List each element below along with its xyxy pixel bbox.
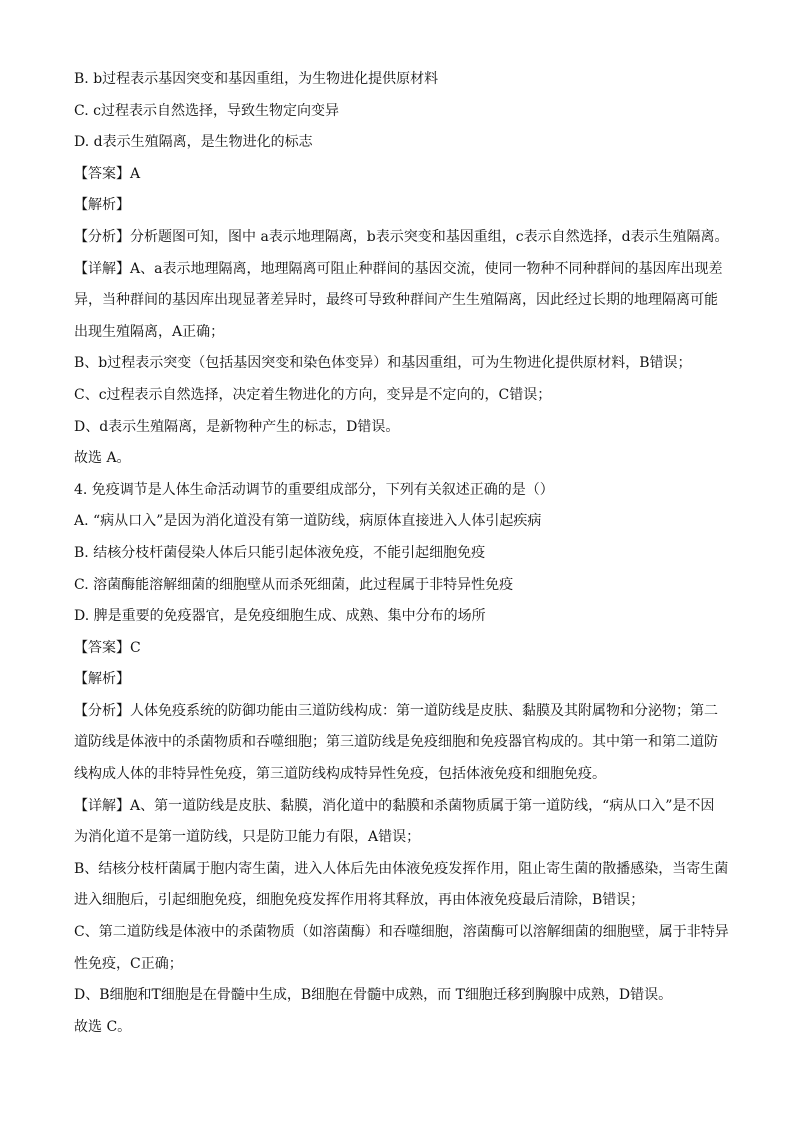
q3-option-d: D. d表示生殖隔离，是生物进化的标志 xyxy=(74,134,313,151)
q4-detail-c xyxy=(74,917,729,980)
answer-value: C xyxy=(130,639,141,656)
q4-option-d: D. 脾是重要的免疫器官，是免疫细胞生成、成熟、集中分布的场所 xyxy=(74,608,486,625)
q4-option-c: C. 溶菌酶能溶解细菌的细胞壁从而杀死细菌，此过程属于非特异性免疫 xyxy=(74,576,514,593)
paragraph-line: B、结核分枝杆菌属于胞内寄生菌，进入人体后先由体液免疫发挥作用，阻止寄生菌的散播感染，当寄生菌 xyxy=(74,860,729,877)
answer-tag: 【答案】 xyxy=(74,165,130,182)
q3-option-b: B. b过程表示基因突变和基因重组，为生物进化提供原材料 xyxy=(74,71,439,87)
q4-stem: 4. 免疫调节是人体生命活动调节的重要组成部分，下列有关叙述正确的是（） xyxy=(74,481,554,498)
q4-option-a: A. “病从口入”是因为消化道没有第一道防线，病原体直接进入人体引起疾病 xyxy=(74,513,542,530)
paragraph-line: C、第二道防线是体液中的杀菌物质（如溶菌酶）和吞噬细胞，溶菌酶可以溶解细菌的细胞壁，属于非特异 xyxy=(74,924,729,941)
q3-detail-d: D、d表示生殖隔离，是新物种产生的标志，D错误。 xyxy=(74,418,400,435)
paragraph-line xyxy=(74,696,724,728)
q3-detail-c: C、c过程表示自然选择，决定着生物进化的方向，变异是不定向的，C错误； xyxy=(74,386,552,403)
q4-detail-b xyxy=(74,854,729,917)
q3-xiangjie-a xyxy=(74,254,724,349)
q3-answer xyxy=(74,159,724,191)
q4-conclusion: 故选 C。 xyxy=(74,1018,132,1035)
q4-detail-d: D、B细胞和T细胞是在骨髓中生成，B细胞在骨髓中成熟，而 T细胞迁移到胸腺中成熟，D错误。 xyxy=(74,987,673,1004)
fenxi-tag: 【分析】 xyxy=(74,228,130,245)
xiangjie-text: A、第一道防线是皮肤、黏膜，消化道中的黏膜和杀菌物质属于第一道防线，“病从口入”是不因 xyxy=(130,797,715,814)
paragraph-line xyxy=(74,254,724,286)
answer-tag: 【答案】 xyxy=(74,639,130,656)
paragraph-line: 出现生殖隔离，A正确； xyxy=(74,323,225,340)
q4-answer xyxy=(74,633,724,665)
fenxi-text: 人体免疫系统的防御功能由三道防线构成：第一道防线是皮肤、黏膜及其附属物和分泌物；第二 xyxy=(130,702,718,719)
xiangjie-tag: 【详解】 xyxy=(74,260,130,277)
paragraph-line: 道防线是体液中的杀菌物质和吞噬细胞；第三道防线是免疫细胞和免疫器官构成的。其中第一和第二道防 xyxy=(74,734,718,751)
paragraph-line: 异，当种群间的基因库出现显著差异时，最终可导致种群间产生生殖隔离，因此经过长期的地理隔离可能 xyxy=(74,292,718,309)
q4-xiangjie-a xyxy=(74,791,724,854)
q4-fenxi xyxy=(74,696,724,791)
q3-conclusion: 故选 A。 xyxy=(74,450,131,467)
q3-fenxi xyxy=(74,222,729,254)
paragraph-line xyxy=(74,791,724,823)
xiangjie-tag: 【详解】 xyxy=(74,797,130,814)
q4-option-b: B. 结核分枝杆菌侵染人体后只能引起体液免疫，不能引起细胞免疫 xyxy=(74,544,486,561)
paragraph-line: 性免疫，C正确； xyxy=(74,955,183,972)
paragraph-line: 为消化道不是第一道防线，只是防卫能力有限，A错误； xyxy=(74,829,421,846)
paragraph-line: 进入细胞后，引起细胞免疫，细胞免疫发挥作用将其释放，再由体液免疫最后清除，B错误； xyxy=(74,892,645,909)
fenxi-tag: 【分析】 xyxy=(74,702,130,719)
page-content xyxy=(74,64,729,1043)
q3-analysis-heading: 【解析】 xyxy=(74,197,130,214)
answer-value: A xyxy=(130,165,141,182)
xiangjie-text: A、a表示地理隔离，地理隔离可阻止种群间的基因交流，使同一物种不同种群间的基因库出现差 xyxy=(130,260,723,277)
q3-option-c: C. c过程表示自然选择，导致生物定向变异 xyxy=(74,102,339,119)
q3-detail-b: B、b过程表示突变（包括基因突变和染色体变异）和基因重组，可为生物进化提供原材料，B错误； xyxy=(74,355,692,372)
fenxi-text: 分析题图可知，图中 a表示地理隔离，b表示突变和基因重组，c表示自然选择，d表示生殖隔离。 xyxy=(130,228,729,245)
paragraph-line: 线构成人体的非特异性免疫，第三道防线构成特异性免疫，包括体液免疫和细胞免疫。 xyxy=(74,766,606,783)
q4-analysis-heading: 【解析】 xyxy=(74,671,130,688)
